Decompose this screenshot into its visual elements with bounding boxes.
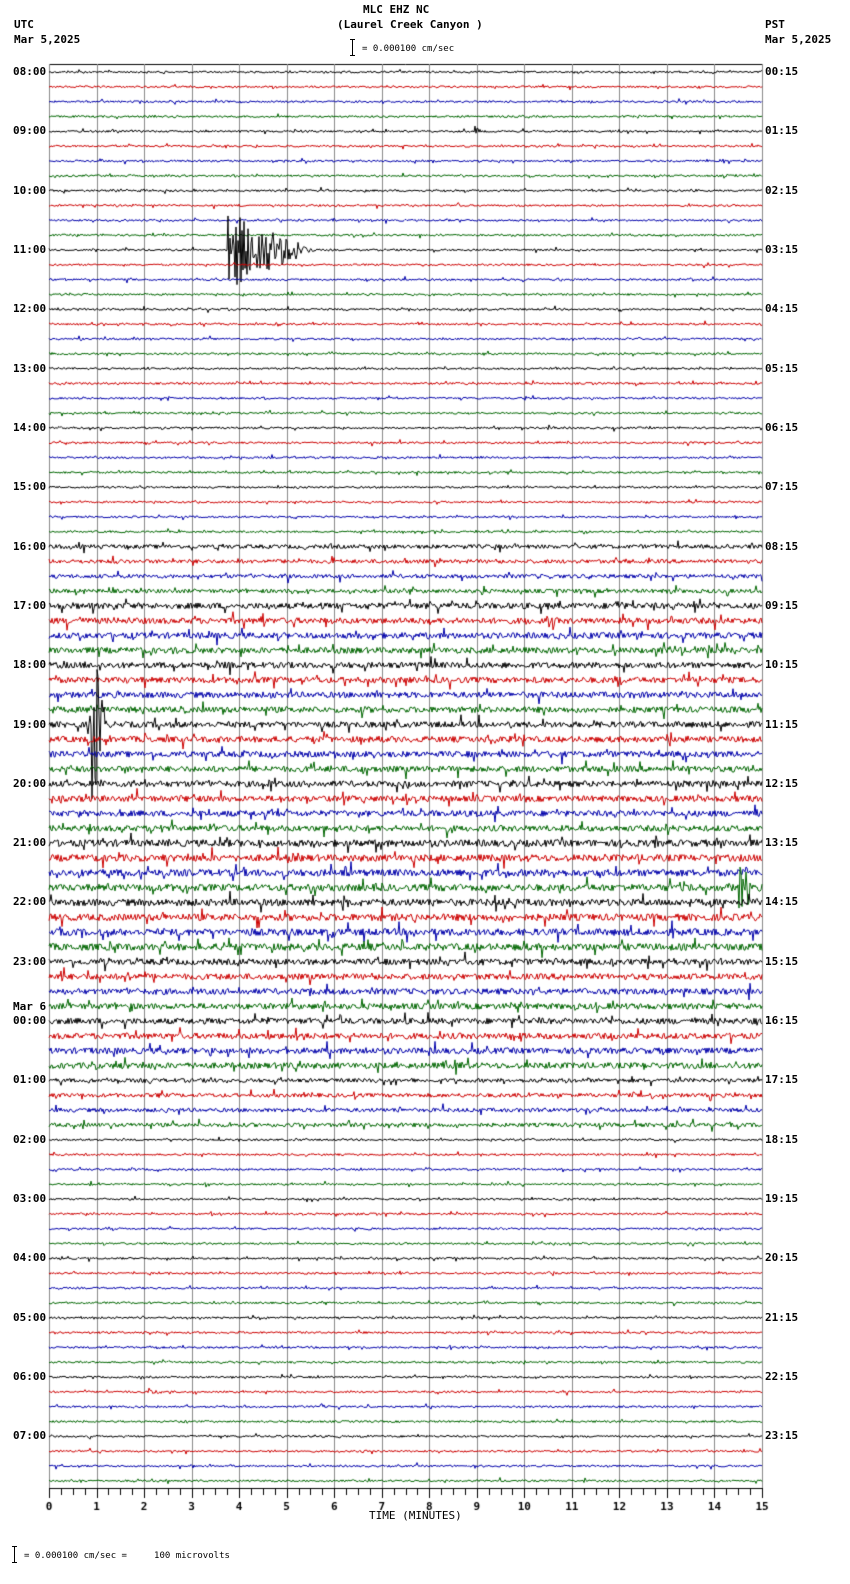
- utc-hour-label: 16:00: [13, 539, 47, 553]
- footer-scale-bar-icon: [12, 1546, 17, 1563]
- pst-hour-label: 11:15: [765, 717, 799, 731]
- utc-hour-label: 21:00: [13, 836, 47, 850]
- utc-hour-label: 05:00: [13, 1310, 47, 1324]
- pst-hour-label: 09:15: [765, 598, 799, 612]
- pst-hour-label: 20:15: [765, 1251, 799, 1265]
- utc-hour-label: 01:00: [13, 1073, 47, 1087]
- utc-hour-label: 20:00: [13, 776, 47, 790]
- utc-hour-label: 15:00: [13, 480, 47, 494]
- footer-scale-label: = 0.000100 cm/sec = 100 microvolts: [24, 1551, 230, 1561]
- pst-hour-label: 10:15: [765, 658, 799, 672]
- utc-hour-label: 04:00: [13, 1251, 47, 1265]
- pst-hour-label: 23:15: [765, 1429, 799, 1443]
- pst-hour-label: 16:15: [765, 1014, 799, 1028]
- pst-hour-label: 01:15: [765, 124, 799, 138]
- utc-hour-label: 19:00: [13, 717, 47, 731]
- utc-hour-label: 02:00: [13, 1132, 47, 1146]
- utc-hour-label: 07:00: [13, 1429, 47, 1443]
- pst-hour-label: 21:15: [765, 1310, 799, 1324]
- utc-hour-label: 12:00: [13, 302, 47, 316]
- utc-hour-label: 10:00: [13, 183, 47, 197]
- pst-hour-label: 07:15: [765, 480, 799, 494]
- utc-hour-label: 09:00: [13, 124, 47, 138]
- pst-hour-label: 02:15: [765, 183, 799, 197]
- utc-hour-label: 06:00: [13, 1370, 47, 1384]
- utc-hour-label: 11:00: [13, 242, 47, 256]
- pst-hour-label: 15:15: [765, 954, 799, 968]
- utc-hour-label: 18:00: [13, 658, 47, 672]
- utc-hour-label: 08:00: [13, 65, 47, 78]
- utc-hour-label: 00:00: [13, 1014, 47, 1028]
- pst-hour-label: 08:15: [765, 539, 799, 553]
- utc-hour-label: 17:00: [13, 598, 47, 612]
- utc-hour-label: 13:00: [13, 361, 47, 375]
- pst-hour-label: 06:15: [765, 420, 799, 434]
- pst-hour-label: 04:15: [765, 302, 799, 316]
- pst-hour-label: 18:15: [765, 1132, 799, 1146]
- pst-hour-label: 13:15: [765, 836, 799, 850]
- pst-hour-label: 03:15: [765, 242, 799, 256]
- pst-hour-label: 12:15: [765, 776, 799, 790]
- utc-hour-label: 22:00: [13, 895, 47, 909]
- pst-hour-label: 14:15: [765, 895, 799, 909]
- utc-hour-label: 23:00: [13, 954, 47, 968]
- pst-hour-label: 00:15: [765, 65, 799, 78]
- pst-hour-label: 05:15: [765, 361, 799, 375]
- pst-hour-label: 22:15: [765, 1370, 799, 1384]
- date-change-label: Mar 6: [13, 1000, 47, 1014]
- pst-hour-label: 17:15: [765, 1073, 799, 1087]
- utc-hour-label: 03:00: [13, 1192, 47, 1206]
- x-axis-label: TIME (MINUTES): [369, 1509, 462, 1522]
- pst-hour-label: 19:15: [765, 1192, 799, 1206]
- utc-hour-label: 14:00: [13, 420, 47, 434]
